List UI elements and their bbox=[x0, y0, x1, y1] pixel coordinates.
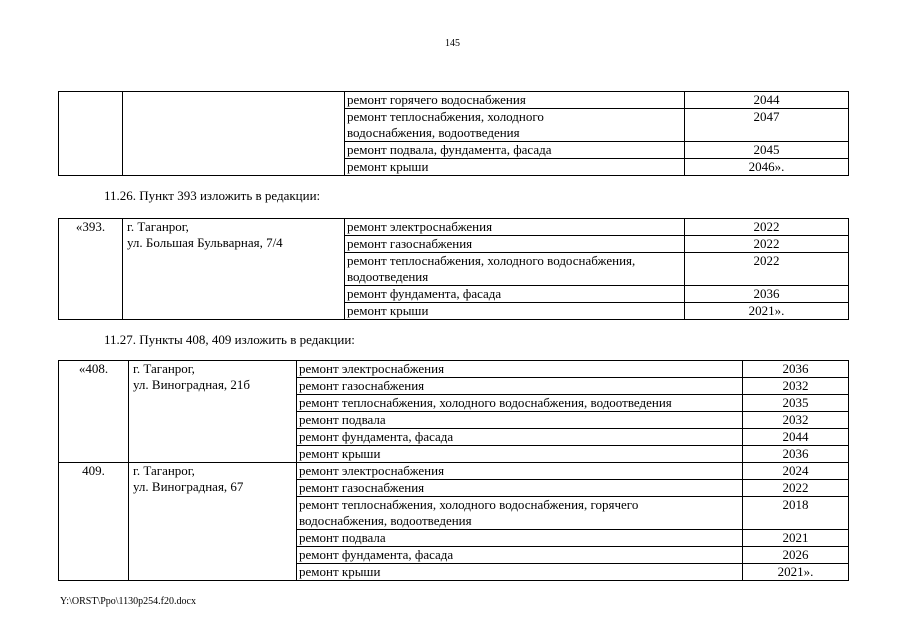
work-type-cell bbox=[297, 412, 743, 429]
work-type-cell bbox=[345, 109, 685, 142]
work-type-line: ремонт теплоснабжения, холодного водоснабжения, водоотведения bbox=[299, 395, 672, 410]
table-row bbox=[59, 92, 849, 109]
work-type-cell bbox=[345, 159, 685, 176]
year-cell: 2022 bbox=[743, 480, 849, 497]
address-line: ул. Большая Бульварная, 7/4 bbox=[127, 235, 283, 250]
work-type-cell bbox=[297, 429, 743, 446]
year-cell: 2024 bbox=[743, 463, 849, 480]
year-cell: 2018 bbox=[743, 497, 849, 530]
work-type-line: ремонт крыши bbox=[347, 303, 429, 318]
table-continuation bbox=[58, 91, 849, 176]
work-type-cell bbox=[297, 547, 743, 564]
work-type-cell bbox=[297, 378, 743, 395]
table-row bbox=[59, 463, 849, 480]
work-type-line: ремонт электроснабжения bbox=[299, 463, 445, 478]
work-type-line: ремонт горячего водоснабжения bbox=[347, 92, 526, 107]
year-cell: 2022 bbox=[685, 253, 849, 286]
work-type-cell bbox=[345, 219, 685, 236]
work-type-line: водоснабжения, водоотведения bbox=[347, 125, 520, 140]
table-row bbox=[59, 361, 849, 378]
year-cell: 2026 bbox=[743, 547, 849, 564]
work-type-cell bbox=[345, 92, 685, 109]
item-block-0-address-cell bbox=[129, 361, 297, 463]
year-cell: 2036 bbox=[743, 446, 849, 463]
year-cell: 2022 bbox=[685, 219, 849, 236]
work-type-line: водоснабжения, водоотведения bbox=[299, 513, 472, 528]
work-type-line: ремонт теплоснабжения, холодного водоснабжения, горячего bbox=[299, 497, 639, 512]
table-row bbox=[59, 219, 849, 236]
work-type-cell bbox=[297, 497, 743, 530]
item-393-address-cell bbox=[123, 219, 345, 320]
work-type-cell bbox=[297, 463, 743, 480]
work-type-cell bbox=[345, 142, 685, 159]
work-type-line: ремонт фундамента, фасада bbox=[347, 286, 502, 301]
year-cell: 2022 bbox=[685, 236, 849, 253]
item-block-1-item-number: 409. bbox=[59, 463, 129, 581]
work-type-cell bbox=[297, 530, 743, 547]
item-block-1-address-cell bbox=[129, 463, 297, 581]
work-type-cell bbox=[297, 564, 743, 581]
address-line: г. Таганрог, bbox=[133, 463, 195, 478]
work-type-line: водоотведения bbox=[347, 269, 429, 284]
work-type-line: ремонт подвала bbox=[299, 530, 386, 545]
work-type-cell bbox=[297, 361, 743, 378]
address-line: ул. Виноградная, 21б bbox=[133, 377, 251, 392]
work-type-line: ремонт электроснабжения bbox=[347, 219, 493, 234]
work-type-cell bbox=[297, 446, 743, 463]
continuation-address-cell bbox=[123, 92, 345, 176]
work-type-cell bbox=[297, 395, 743, 412]
address-line: ул. Виноградная, 67 bbox=[133, 479, 244, 494]
year-cell: 2036 bbox=[743, 361, 849, 378]
work-type-line: ремонт теплоснабжения, холодного водоснабжения, bbox=[347, 253, 636, 268]
work-type-cell bbox=[297, 480, 743, 497]
work-type-line: ремонт подвала, фундамента, фасада bbox=[347, 142, 552, 157]
year-cell: 2021 bbox=[743, 530, 849, 547]
year-cell: 2036 bbox=[685, 286, 849, 303]
address-line: г. Таганрог, bbox=[127, 219, 189, 234]
year-cell: 2047 bbox=[685, 109, 849, 142]
work-type-cell bbox=[345, 236, 685, 253]
year-cell: 2021». bbox=[685, 303, 849, 320]
table-items-408-409 bbox=[58, 360, 849, 581]
work-type-line: ремонт подвала bbox=[299, 412, 386, 427]
file-path-footer: Y:\ORST\Ppo\1130p254.f20.docx bbox=[60, 596, 196, 607]
work-type-cell bbox=[345, 253, 685, 286]
year-cell: 2044 bbox=[743, 429, 849, 446]
year-cell: 2035 bbox=[743, 395, 849, 412]
table-item-393 bbox=[58, 218, 849, 320]
work-type-line: ремонт крыши bbox=[347, 159, 429, 174]
work-type-line: ремонт теплоснабжения, холодного bbox=[347, 109, 544, 124]
item-393-item-number: «393. bbox=[59, 219, 123, 320]
address-line: г. Таганрог, bbox=[133, 361, 195, 376]
continuation-item-number bbox=[59, 92, 123, 176]
year-cell: 2032 bbox=[743, 378, 849, 395]
year-cell: 2032 bbox=[743, 412, 849, 429]
work-type-line: ремонт фундамента, фасада bbox=[299, 547, 454, 562]
year-cell: 2021». bbox=[743, 564, 849, 581]
paragraph-11-27: 11.27. Пункты 408, 409 изложить в редакции: bbox=[104, 332, 355, 347]
year-cell: 2044 bbox=[685, 92, 849, 109]
work-type-line: ремонт газоснабжения bbox=[347, 236, 473, 251]
work-type-line: ремонт крыши bbox=[299, 564, 381, 579]
work-type-line: ремонт электроснабжения bbox=[299, 361, 445, 376]
work-type-line: ремонт газоснабжения bbox=[299, 378, 425, 393]
year-cell: 2046». bbox=[685, 159, 849, 176]
work-type-line: ремонт крыши bbox=[299, 446, 381, 461]
paragraph-11-26: 11.26. Пункт 393 изложить в редакции: bbox=[104, 188, 321, 203]
year-cell: 2045 bbox=[685, 142, 849, 159]
work-type-line: ремонт газоснабжения bbox=[299, 480, 425, 495]
page-number: 145 bbox=[445, 38, 460, 49]
work-type-cell bbox=[345, 303, 685, 320]
item-block-0-item-number: «408. bbox=[59, 361, 129, 463]
work-type-cell bbox=[345, 286, 685, 303]
work-type-line: ремонт фундамента, фасада bbox=[299, 429, 454, 444]
